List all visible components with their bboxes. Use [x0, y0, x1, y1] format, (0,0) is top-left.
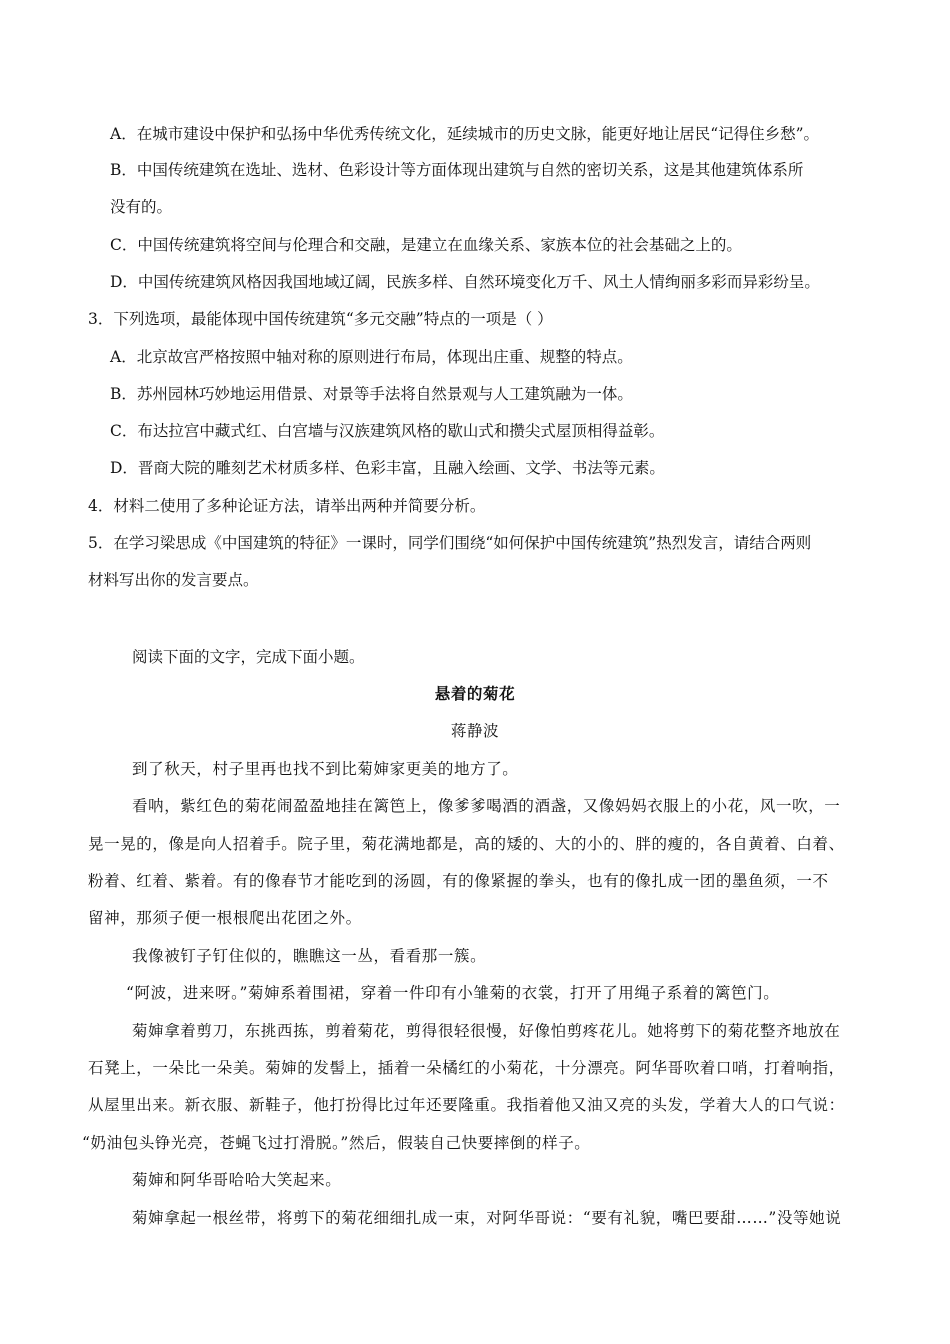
story-paragraph-line: “奶油包头铮光亮，苍蝇飞过打滑脱。”然后，假装自己快要摔倒的样子。: [82, 1134, 591, 1152]
story-paragraph-line: “阿波，进来呀。”菊婶系着围裙，穿着一件印有小雏菊的衣裳，打开了用绳子系着的篱笆门。: [126, 984, 780, 1002]
q3-stem: 3．下列选项，最能体现中国传统建筑“多元交融”特点的一项是（ ）: [88, 310, 553, 328]
q5-stem-line2: 材料写出你的发言要点。: [88, 571, 259, 589]
q3-option-d: D．晋商大院的雕刻艺术材质多样、色彩丰富，且融入绘画、文学、书法等元素。: [110, 459, 665, 477]
story-paragraph-line: 我像被钉子钉住似的，瞧瞧这一丛，看看那一簇。: [132, 947, 487, 965]
q2-option-a: A．在城市建设中保护和弘扬中华优秀传统文化，延续城市的历史文脉，能更好地让居民“记得住乡愁”。: [110, 125, 820, 143]
q2-option-b-line2: 没有的。: [110, 198, 173, 216]
q2-option-d: D．中国传统建筑风格因我国地域辽阔，民族多样、自然环境变化万千、风土人情绚丽多彩而异彩纷呈。: [110, 273, 820, 291]
story-paragraph-line: 晃一晃的，像是向人招着手。院子里，菊花满地都是，高的矮的、大的小的、胖的瘦的，各自黄着、白着、: [88, 835, 845, 853]
q4-stem: 4．材料二使用了多种论证方法，请举出两种并简要分析。: [88, 497, 486, 515]
story-paragraph-line: 石凳上，一朵比一朵美。菊婶的发髻上，插着一朵橘红的小菊花，十分漂亮。阿华哥吹着口哨，打着响指，: [88, 1059, 845, 1077]
story-paragraph-line: 粉着、红着、紫着。有的像春节才能吃到的汤圆，有的像紧握的拳头，也有的像扎成一团的墨鱼须，一不: [88, 872, 829, 890]
q2-option-b-line1: B．中国传统建筑在选址、选材、色彩设计等方面体现出建筑与自然的密切关系，这是其他建筑体系所: [110, 161, 804, 179]
q3-option-c: C．布达拉宫中藏式红、白宫墙与汉族建筑风格的歇山式和攒尖式屋顶相得益彰。: [110, 422, 665, 440]
story-paragraph-line: 到了秋天，村子里再也找不到比菊婶家更美的地方了。: [132, 760, 519, 778]
story-paragraph-line: 从屋里出来。新衣服、新鞋子，他打扮得比过年还要隆重。我指着他又油又亮的头发，学着大人的口气说：: [88, 1096, 845, 1114]
q2-option-c: C．中国传统建筑将空间与伦理合和交融，是建立在血缘关系、家族本位的社会基础之上的。: [110, 236, 742, 254]
story-paragraph-line: 留神，那须子便一根根爬出花团之外。: [88, 909, 362, 927]
q3-option-b: B．苏州园林巧妙地运用借景、对景等手法将自然景观与人工建筑融为一体。: [110, 385, 633, 403]
reading-instruction: 阅读下面的文字，完成下面小题。: [132, 648, 365, 666]
q5-stem-line1: 5．在学习梁思成《中国建筑的特征》一课时，同学们围绕“如何保护中国传统建筑”热烈发言，请结合两则: [88, 534, 812, 552]
q3-option-a: A．北京故宫严格按照中轴对称的原则进行布局，体现出庄重、规整的特点。: [110, 348, 633, 366]
story-author: 蒋静波: [450, 722, 500, 740]
story-title: 悬着的菊花: [434, 684, 516, 703]
story-paragraph-line: 菊婶和阿华哥哈哈大笑起来。: [132, 1171, 342, 1189]
story-paragraph-line: 看呐，紫红色的菊花闹盈盈地挂在篱笆上，像爹爹喝酒的酒盏，又像妈妈衣服上的小花，风一吹，一: [132, 797, 841, 815]
story-paragraph-line: 菊婶拿起一根丝带，将剪下的菊花细细扎成一束，对阿华哥说：“要有礼貌，嘴巴要甜……”没等她说: [132, 1209, 842, 1227]
story-paragraph-line: 菊婶拿着剪刀，东挑西拣，剪着菊花，剪得很轻很慢，好像怕剪疼花儿。她将剪下的菊花整齐地放在: [132, 1022, 841, 1040]
